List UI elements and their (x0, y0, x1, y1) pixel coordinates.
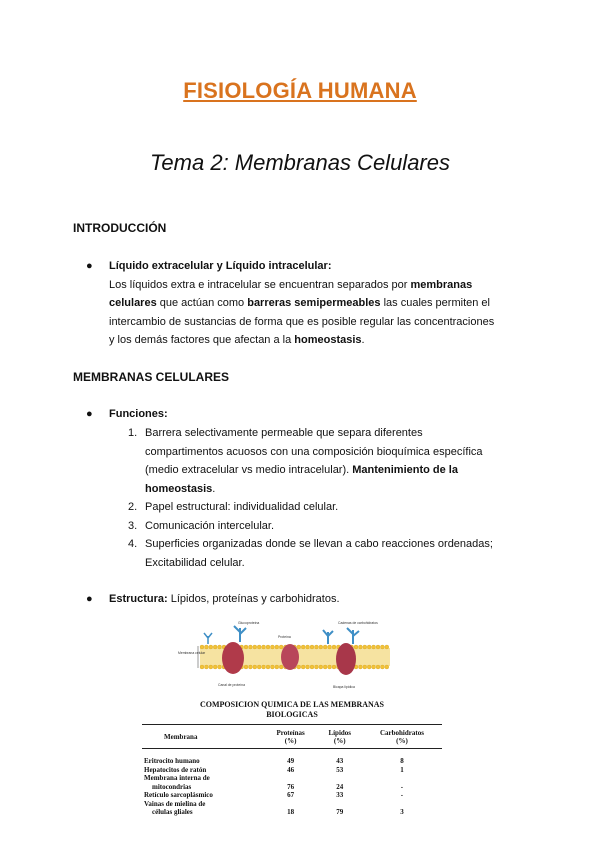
lipid-head (380, 665, 384, 669)
bold-run: membranas (410, 278, 473, 291)
carbohydrate-chain-icon (323, 630, 333, 644)
bullet-dot: ● (86, 593, 93, 605)
list-item (128, 424, 548, 498)
bold-run: celulares (109, 297, 157, 309)
text-run: Papel estructural: individualidad celular. (145, 501, 339, 513)
list-number: 1. (128, 427, 138, 439)
document-subtitle: Tema 2: Membranas Celulares (150, 150, 450, 175)
cell-carbohidratos: - (400, 782, 404, 791)
text-run: intercambio de sustancias de forma que es posible regular las concentraciones (109, 315, 495, 328)
lipid-head (380, 645, 384, 649)
label-membrana: Membrana celular (178, 651, 206, 655)
text-run: Superficies organizadas donde se llevan a cabo reacciones ordenadas; (145, 538, 493, 550)
lipid-head (244, 665, 248, 669)
lipid-head (332, 665, 336, 669)
carbohydrate-chain-icon (347, 628, 359, 644)
lipid-head (213, 665, 217, 669)
bold-run: barreras semipermeables (247, 297, 381, 309)
lipid-head (213, 645, 217, 649)
lipid-head (204, 645, 208, 649)
lipid-head (275, 665, 279, 669)
lipid-head (253, 665, 257, 669)
cell-proteinas: 76 (287, 782, 295, 791)
lipid-head (262, 645, 266, 649)
text-run: Excitabilidad celular. (145, 556, 245, 569)
lipid-head (328, 645, 332, 649)
list-item (128, 517, 548, 536)
lipid-head (306, 645, 310, 649)
list-number: 3. (128, 519, 138, 532)
table-row (142, 791, 442, 800)
composition-table (142, 724, 442, 817)
text-run: . (361, 334, 365, 346)
lipid-head (248, 645, 252, 649)
lipid-head (372, 665, 376, 669)
table-title (142, 700, 442, 720)
lipid-head (266, 645, 270, 649)
lipid-head (332, 645, 336, 649)
lipid-head (301, 645, 305, 649)
funciones-list (128, 424, 548, 572)
table-row (142, 774, 442, 791)
column-header: Lípidos (%) (328, 729, 352, 745)
lipid-head (319, 645, 323, 649)
bullet-dot: ● (86, 408, 93, 420)
bold-run: Mantenimiento de la (352, 464, 458, 476)
cell-carbohidratos: - (400, 791, 404, 799)
column-header: Membrana (164, 733, 198, 741)
section-heading-introduccion: INTRODUCCIÓN (73, 221, 167, 235)
text-run: Comunicación intercelular. (145, 519, 275, 532)
lipid-head (218, 645, 222, 649)
text-run: Barrera selectivamente permeable que separa diferentes (145, 427, 423, 439)
lipid-head (376, 645, 380, 649)
label-proteina: Proteína (278, 635, 291, 639)
text-run: compartimentos acuosos con una composición bioquímica específica (145, 445, 483, 458)
lipid-head (209, 665, 213, 669)
protein-shape (336, 643, 356, 675)
lipid-head (306, 665, 310, 669)
cell-proteinas: 49 (287, 757, 295, 765)
list-number: 4. (128, 538, 138, 550)
lipid-head (275, 645, 279, 649)
lipid-head (297, 665, 301, 669)
table-row (142, 800, 442, 817)
protein-shape (222, 642, 244, 674)
text-run: (medio extracelular vs medio intracelular). (145, 464, 353, 476)
text-run: las cuales permiten el (380, 297, 490, 309)
lipid-head (257, 665, 261, 669)
lipid-head (253, 645, 257, 649)
lipid-head (200, 665, 204, 669)
cell-proteinas: 18 (287, 808, 295, 816)
lipid-head (314, 665, 318, 669)
lipid-head (323, 665, 327, 669)
text-run: y los demás factores que afectan a la (109, 334, 295, 346)
cell-membrana: Eritrocito humano (144, 757, 200, 765)
bullet-estructura (86, 590, 532, 609)
text-run: Lípidos, proteínas y carbohidratos. (167, 593, 340, 605)
label-cadenas: Cadenas de carbohidratos (338, 621, 378, 625)
table-header-row (142, 725, 442, 749)
lipid-head (358, 645, 362, 649)
bullet-title: Líquido extracelular y Líquido intracelular: (109, 260, 332, 272)
cell-membrana: Hepatocitos de ratón (144, 765, 207, 774)
lipid-head (363, 665, 367, 669)
table-title-line: COMPOSICION QUIMICA DE LAS MEMBRANAS (199, 700, 384, 709)
column-header: Carbohidratos (%) (379, 729, 424, 745)
lipid-head (385, 665, 389, 669)
lipid-head (314, 645, 318, 649)
bold-run: homeostasis (145, 482, 213, 495)
cell-proteinas: 46 (287, 765, 295, 774)
carbohydrate-chain-icon (204, 633, 212, 644)
cell-carbohidratos: 3 (400, 808, 404, 816)
carbohydrate-chain-icon (234, 626, 246, 642)
cell-membrane-illustration (178, 616, 393, 694)
lipid-head (209, 645, 213, 649)
lipid-head (310, 645, 314, 649)
cell-proteinas: 67 (287, 791, 295, 799)
intro-paragraph (109, 276, 532, 350)
lipid-head (200, 645, 204, 649)
text-run: que actúan como (156, 297, 248, 309)
list-item (128, 535, 548, 572)
lipid-head (310, 665, 314, 669)
lipid-head (358, 665, 362, 669)
text-run: Los líquidos extra e intracelular se encuentran separados por (109, 278, 411, 291)
lipid-head (244, 645, 248, 649)
section-heading-membranas: MEMBRANAS CELULARES (73, 370, 229, 384)
table-row (142, 766, 442, 775)
bullet-liquidos (86, 257, 532, 350)
lipid-head (270, 665, 274, 669)
lipid-head (279, 645, 283, 649)
list-number: 2. (128, 501, 138, 513)
lipid-head (363, 645, 367, 649)
lipid-head (328, 665, 332, 669)
cell-membrana: Vainas de mielina de células gliales (144, 799, 206, 816)
lipid-head (257, 645, 261, 649)
bullet-funciones (86, 405, 532, 424)
list-item (128, 498, 548, 517)
lipid-head (218, 665, 222, 669)
lipid-head (279, 665, 283, 669)
lipid-head (354, 645, 358, 649)
lipid-head (266, 665, 270, 669)
protein-shape (281, 644, 299, 670)
composition-table-block (142, 700, 442, 817)
cell-carbohidratos: 1 (400, 765, 404, 774)
cell-carbohidratos: 8 (400, 757, 404, 765)
lipid-head (367, 665, 371, 669)
cell-lipidos: 79 (336, 808, 344, 816)
lipid-head (248, 665, 252, 669)
label-glucoproteina: Glucoproteína (238, 621, 260, 625)
lipid-head (385, 645, 389, 649)
cell-membrana: Membrana interna de mitocondrias (144, 774, 210, 791)
bullet-title: Funciones: (109, 408, 168, 420)
cell-lipidos: 24 (336, 782, 344, 791)
lipid-head (297, 645, 301, 649)
text-run: . (212, 482, 216, 495)
lipid-head (367, 645, 371, 649)
bold-run: homeostasis (294, 334, 362, 346)
lipid-head (376, 665, 380, 669)
cell-lipidos: 43 (336, 757, 344, 765)
lipid-head (323, 645, 327, 649)
table-row (142, 757, 442, 766)
label-bicapa: Bicapa lipídica (333, 685, 355, 689)
cell-lipidos: 33 (336, 791, 344, 799)
bullet-title: Estructura: (109, 593, 168, 605)
lipid-head (204, 665, 208, 669)
lipid-head (262, 665, 266, 669)
lipid-head (319, 665, 323, 669)
column-header: Proteínas (%) (276, 729, 305, 745)
cell-lipidos: 53 (336, 765, 344, 774)
lipid-head (301, 665, 305, 669)
table-title-line: BIOLOGICAS (266, 710, 318, 719)
bullet-dot: ● (86, 260, 93, 272)
lipid-head (372, 645, 376, 649)
label-canal: Canal de proteína (218, 683, 245, 687)
cell-membrana: Retículo sarcoplásmico (144, 791, 213, 799)
lipid-head (270, 645, 274, 649)
document-title: FISIOLOGÍA HUMANA (183, 78, 417, 103)
